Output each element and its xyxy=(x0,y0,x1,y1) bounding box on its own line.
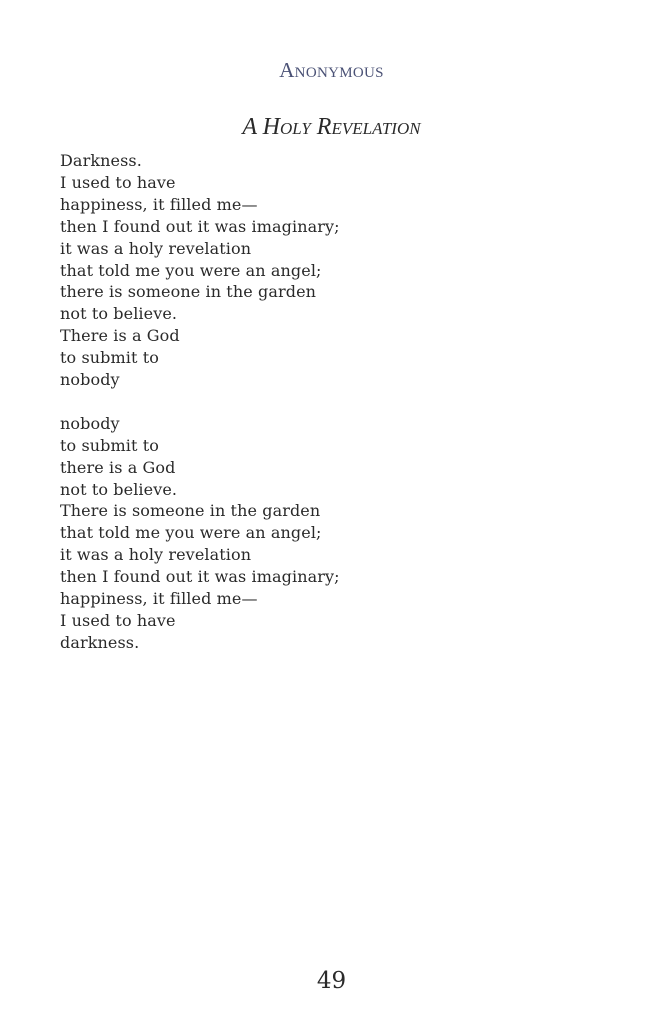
author-name: Anonymous xyxy=(279,58,384,82)
poem-line: I used to have xyxy=(60,611,176,631)
poem-body xyxy=(60,150,620,654)
poem-line: nobody xyxy=(60,370,120,390)
poem-line: then I found out it was imaginary; xyxy=(60,567,340,587)
poem-line: not to believe. xyxy=(60,304,178,324)
poem-line: it was a holy revelation xyxy=(60,238,252,258)
poem-line: Darkness. xyxy=(60,151,142,170)
poem-line: happiness, it filled me— xyxy=(60,194,258,214)
poem-line: There is a God xyxy=(60,326,180,346)
poem-line: there is a God xyxy=(60,457,176,477)
stanza-2 xyxy=(60,413,620,654)
poem-line: nobody xyxy=(60,413,120,433)
poem-line: to submit to xyxy=(60,435,159,455)
poem-line: darkness. xyxy=(60,632,140,652)
poem-line: happiness, it filled me— xyxy=(60,589,258,609)
poem-line: that told me you were an angel; xyxy=(60,523,322,543)
poem-line: it was a holy revelation xyxy=(60,545,252,565)
poem-line: then I found out it was imaginary; xyxy=(60,216,340,236)
poem-line: to submit to xyxy=(60,348,159,368)
poem-line: not to believe. xyxy=(60,479,178,499)
poem-line: There is someone in the garden xyxy=(60,501,321,521)
poem-line: I used to have xyxy=(60,172,176,192)
poem-line: that told me you were an angel; xyxy=(60,260,322,280)
stanza-1 xyxy=(60,150,620,391)
poem-line: there is someone in the garden xyxy=(60,282,317,302)
poem-title: A Holy Revelation xyxy=(242,114,421,140)
page-number: 49 xyxy=(316,968,347,994)
